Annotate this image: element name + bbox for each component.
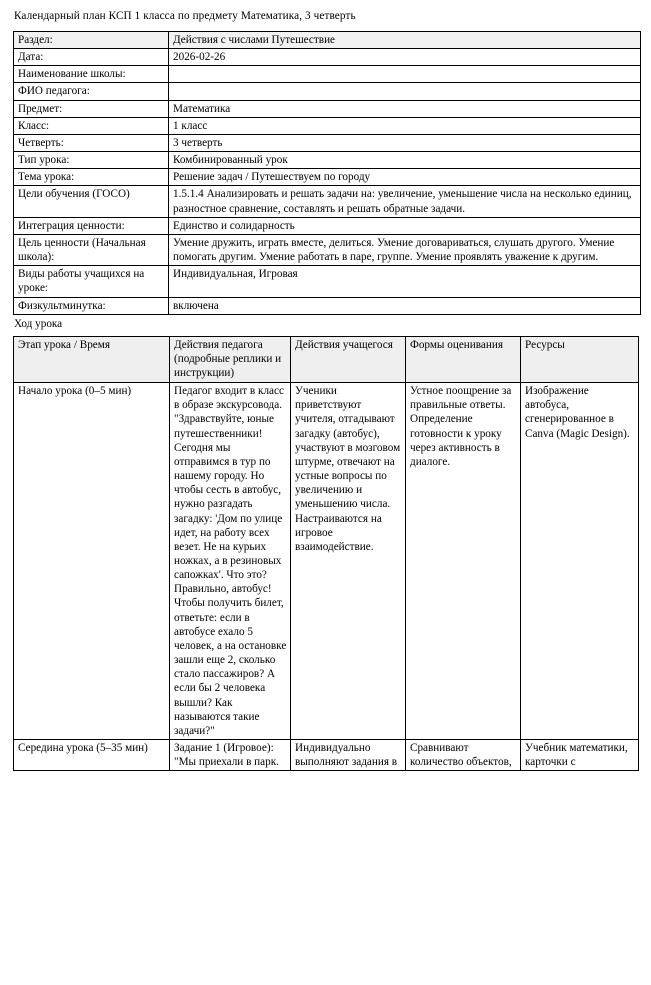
lesson-plan-body (14, 383, 639, 771)
lesson-plan-header (14, 336, 639, 382)
info-row-value: Умение дружить, играть вместе, делиться. Умение договариваться, слушать другого. Умение помогать другим. Умение работать в паре, группе. Умение проявлять уважение к другим. (169, 234, 641, 265)
table-row (14, 297, 641, 314)
info-row-value: Математика (169, 100, 641, 117)
info-row-label: Физкультминутка: (14, 297, 169, 314)
lesson-info-body (14, 32, 641, 315)
plan-cell-student: Индивидуально выполняют задания в (291, 740, 406, 771)
lesson-flow-caption: Ход урока (14, 317, 63, 330)
table-row (14, 134, 641, 151)
info-row-value: Действия с числами Путешествие (169, 32, 641, 49)
info-row-label: Цель ценности (Начальная школа): (14, 234, 169, 265)
table-row (14, 117, 641, 134)
info-row-value: Единство и солидарность (169, 217, 641, 234)
info-row-value: 3 четверть (169, 134, 641, 151)
plan-cell-stage: Начало урока (0–5 мин) (14, 383, 170, 740)
info-row-value: включена (169, 297, 641, 314)
info-row-label: Четверть: (14, 134, 169, 151)
info-row-value (169, 83, 641, 100)
table-row (14, 383, 639, 740)
info-row-value: 1 класс (169, 117, 641, 134)
info-row-label: Класс: (14, 117, 169, 134)
table-row (14, 740, 639, 771)
table-row (14, 169, 641, 186)
lesson-info-table (13, 31, 641, 315)
plan-cell-resources: Изображение автобуса, сгенерированное в Canva (Magic Design). (521, 383, 639, 740)
column-header-stage: Этап урока / Время (14, 336, 170, 382)
info-row-label: Тема урока: (14, 169, 169, 186)
info-row-value: 1.5.1.4 Анализировать и решать задачи на: увеличение, уменьшение числа на несколько единиц, разностное сравнение, составлять и решать обратные задачи. (169, 186, 641, 217)
column-header-student: Действия учащегося (291, 336, 406, 382)
page-title: Календарный план КСП 1 класса по предмету Математика, 3 четверть (14, 10, 356, 22)
table-row (14, 186, 641, 217)
column-header-teacher: Действия педагога (подробные реплики и инструкции) (170, 336, 291, 382)
table-row (14, 152, 641, 169)
lesson-plan-table (13, 336, 639, 772)
plan-cell-student: Ученики приветствуют учителя, отгадывают загадку (автобус), участвуют в мозговом штурме, отвечают на устные вопросы по увеличению и уменьшению числа. Настраиваются на игровое взаимодействие. (291, 383, 406, 740)
info-row-value (169, 66, 641, 83)
info-row-label: Интеграция ценности: (14, 217, 169, 234)
info-row-value: Комбинированный урок (169, 152, 641, 169)
table-header-row (14, 336, 639, 382)
plan-cell-resources: Учебник математики, карточки с (521, 740, 639, 771)
info-row-label: Предмет: (14, 100, 169, 117)
table-row (14, 83, 641, 100)
column-header-assessment: Формы оценивания (406, 336, 521, 382)
info-row-label: ФИО педагога: (14, 83, 169, 100)
info-row-label: Дата: (14, 49, 169, 66)
table-row (14, 32, 641, 49)
column-header-resources: Ресурсы (521, 336, 639, 382)
info-row-label: Наименование школы: (14, 66, 169, 83)
info-row-value: 2026-02-26 (169, 49, 641, 66)
plan-cell-teacher: Задание 1 (Игровое): "Мы приехали в парк. (170, 740, 291, 771)
table-row (14, 100, 641, 117)
info-row-value: Индивидуальная, Игровая (169, 266, 641, 297)
plan-cell-teacher: Педагог входит в класс в образе экскурсовода. "Здравствуйте, юные путешественники! Сегодня мы отправимся в тур по нашему городу. Но чтобы сесть в автобус, нужно разгадать загадку: 'Дом по улице идет, на работу всех везет. Не на курьих ножках, а в резиновых сапожках'. Что это? Правильно, автобус! Чтобы получить билет, ответьте: если в автобусе ехало 5 человек, а на остановке зашли еще 2, сколько стало пассажиров? А если бы 2 человека вышли? Как называются такие задачи?" (170, 383, 291, 740)
plan-cell-stage: Середина урока (5–35 мин) (14, 740, 170, 771)
table-row (14, 217, 641, 234)
table-row (14, 49, 641, 66)
info-row-label: Тип урока: (14, 152, 169, 169)
plan-cell-assessment: Сравнивают количество объектов, (406, 740, 521, 771)
table-row (14, 266, 641, 297)
info-row-value: Решение задач / Путешествуем по городу (169, 169, 641, 186)
info-row-label: Цели обучения (ГОСО) (14, 186, 169, 217)
plan-cell-assessment: Устное поощрение за правильные ответы. Определение готовности к уроку через активность в диалоге. (406, 383, 521, 740)
table-row (14, 66, 641, 83)
table-row (14, 234, 641, 265)
info-row-label: Раздел: (14, 32, 169, 49)
info-row-label: Виды работы учащихся на уроке: (14, 266, 169, 297)
